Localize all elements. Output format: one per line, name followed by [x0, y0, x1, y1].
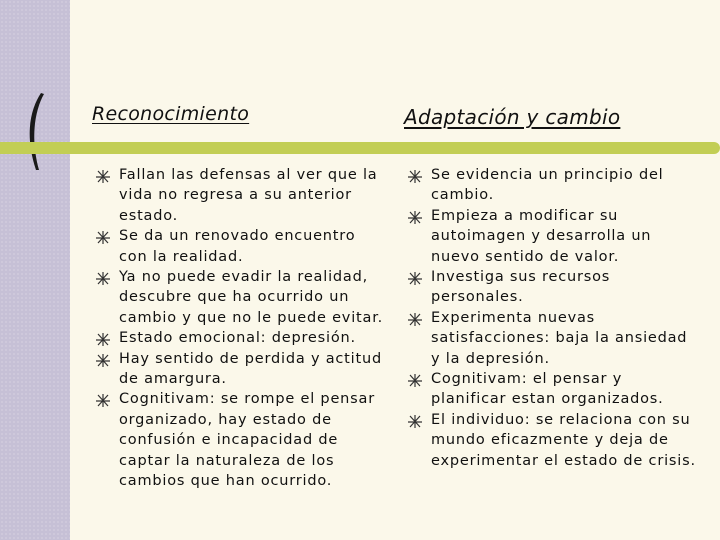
- list-item-text: Hay sentido de perdida y actitud de amargura.: [119, 350, 382, 388]
- sparkle-icon: [408, 374, 422, 387]
- list-item: [408, 369, 698, 410]
- left-bullet-list: [96, 165, 388, 492]
- list-item-text: Estado emocional: depresión.: [119, 330, 356, 347]
- list-item: [96, 349, 388, 390]
- list-item-text: Ya no puede evadir la realidad, descubre que ha ocurrido un cambio y que no le puede evitar.: [119, 269, 384, 326]
- sparkle-icon: [96, 231, 110, 244]
- list-item: [96, 165, 388, 226]
- side-strip: [0, 0, 70, 540]
- list-item-text: Se da un renovado encuentro con la realidad.: [119, 228, 356, 265]
- list-item: [408, 267, 698, 308]
- sparkle-icon: [96, 354, 110, 367]
- list-item-text: Fallan las defensas al ver que la vida no regresa a su anterior estado.: [119, 167, 378, 224]
- list-item: [96, 389, 388, 491]
- sparkle-icon: [408, 415, 422, 428]
- sparkle-icon: [96, 272, 110, 285]
- bracket-icon: [22, 92, 82, 172]
- list-item-text: Experimenta nuevas satisfacciones: baja la ansiedad y la depresión.: [431, 309, 688, 367]
- sparkle-icon: [96, 394, 110, 407]
- sparkle-icon: [408, 272, 422, 285]
- sparkle-icon: [408, 170, 422, 183]
- list-item: [96, 226, 388, 267]
- list-item-text: Empieza a modificar su autoimagen y desarrolla un nuevo sentido de valor.: [431, 207, 652, 265]
- list-item-text: Cognitivam: el pensar y planificar estan organizados.: [431, 371, 664, 408]
- left-heading: Reconocimiento: [92, 103, 250, 125]
- list-item-text: Investiga sus recursos personales.: [431, 269, 611, 306]
- sparkle-icon: [408, 211, 422, 224]
- list-item-text: El individuo: se relaciona con su mundo eficazmente y deja de experimentar el estado de crisis.: [431, 411, 696, 469]
- list-item-text: Se evidencia un principio del cambio.: [431, 167, 664, 204]
- list-item-text: Cognitivam: se rompe el pensar organizado, hay estado de confusión e incapacidad de captar la naturaleza de los cambios que han ocurrido.: [119, 391, 375, 490]
- list-item: [96, 267, 388, 328]
- sparkle-icon: [96, 333, 110, 346]
- right-heading: Adaptación y cambio: [404, 105, 621, 129]
- accent-rule: [0, 142, 720, 154]
- sparkle-icon: [408, 313, 422, 326]
- list-item: [408, 206, 698, 267]
- right-bullet-list: [408, 165, 698, 471]
- sparkle-icon: [96, 170, 110, 183]
- list-item: [408, 165, 698, 206]
- list-item: [408, 410, 698, 471]
- list-item: [96, 328, 388, 348]
- list-item: [408, 308, 698, 369]
